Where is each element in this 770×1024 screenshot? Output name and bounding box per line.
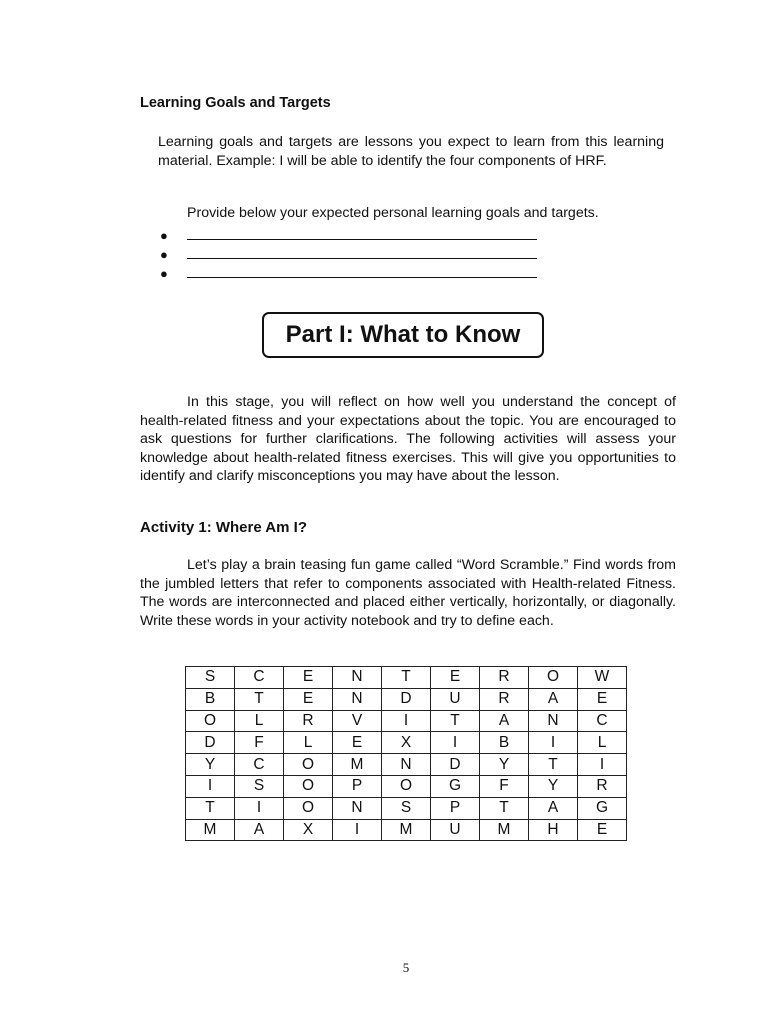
grid-row [186,797,627,819]
grid-cell: N [529,710,578,732]
activity-instructions: Let’s play a brain teasing fun game called “Word Scramble.” Find words from the jumbled letters that refer to components associated with Health-related Fitness. The words are interconnected and placed either vertically, horizontally, or diagonally. Write these words in your activity notebook and try to define each. [140,557,676,629]
grid-cell: T [186,797,235,819]
grid-cell: A [480,710,529,732]
grid-cell: X [382,732,431,754]
grid-cell: H [529,819,578,841]
grid-cell: Y [186,754,235,776]
grid-cell: E [578,819,627,841]
grid-cell: G [431,775,480,797]
grid-cell: U [431,688,480,710]
grid-cell: I [431,732,480,754]
grid-cell: P [431,797,480,819]
grid-cell: T [480,797,529,819]
goal-blank-item [160,226,550,245]
grid-cell: F [235,732,284,754]
part-intro-paragraph: In this stage, you will reflect on how well you understand the concept of health-related fitness and your expectations about the topic. You are encouraged to ask questions for further clarifications. The following activities will assess your knowledge about health-related fitness exercises. This will give you opportunities to identify and clarify misconceptions you may have about the lesson. [140,394,676,485]
grid-cell: E [333,732,382,754]
grid-cell: I [382,710,431,732]
grid-cell: B [186,688,235,710]
grid-cell: S [186,667,235,689]
activity-title: Activity 1: Where Am I? [140,519,307,536]
grid-row [186,732,627,754]
blank-line [187,258,537,259]
grid-cell: B [480,732,529,754]
grid-cell: O [284,797,333,819]
grid-cell: X [284,819,333,841]
learning-goals-paragraph: Learning goals and targets are lessons you expect to learn from this learning material. Example: I will be able to identify the four components of HRF. [158,134,664,169]
grid-cell: T [529,754,578,776]
part-heading-box: Part I: What to Know [262,312,544,358]
grid-cell: T [235,688,284,710]
grid-cell: M [480,819,529,841]
grid-cell: E [284,688,333,710]
grid-cell: O [186,710,235,732]
grid-cell: N [333,688,382,710]
grid-cell: F [480,775,529,797]
grid-cell: C [235,754,284,776]
grid-cell: A [529,688,578,710]
learning-goals-title: Learning Goals and Targets [140,95,331,111]
grid-row [186,688,627,710]
page-number: 5 [402,960,410,975]
grid-cell: A [529,797,578,819]
grid-cell: D [431,754,480,776]
grid-cell: N [333,667,382,689]
bullet-icon: ● [160,228,168,243]
grid-cell: V [333,710,382,732]
grid-cell: C [235,667,284,689]
grid-cell: M [382,819,431,841]
grid-row [186,819,627,841]
word-scramble-grid [185,666,627,841]
grid-cell: I [578,754,627,776]
grid-cell: A [235,819,284,841]
grid-cell: L [578,732,627,754]
grid-cell: N [382,754,431,776]
grid-row [186,667,627,689]
grid-row [186,775,627,797]
grid-row [186,754,627,776]
grid-cell: P [333,775,382,797]
grid-cell: I [186,775,235,797]
grid-cell: O [529,667,578,689]
bullet-icon: ● [160,247,168,262]
grid-cell: E [431,667,480,689]
grid-cell: O [284,754,333,776]
grid-cell: T [382,667,431,689]
blank-line [187,277,537,278]
grid-cell: S [382,797,431,819]
grid-cell: E [578,688,627,710]
grid-cell: I [529,732,578,754]
grid-cell: Y [480,754,529,776]
grid-cell: O [284,775,333,797]
grid-cell: M [186,819,235,841]
blank-line [187,239,537,240]
grid-cell: I [333,819,382,841]
goal-blank-item [160,245,550,264]
grid-cell: I [235,797,284,819]
grid-cell: D [186,732,235,754]
grid-cell: C [578,710,627,732]
grid-cell: N [333,797,382,819]
grid-row [186,710,627,732]
grid-cell: S [235,775,284,797]
grid-cell: E [284,667,333,689]
grid-cell: T [431,710,480,732]
grid-cell: D [382,688,431,710]
goals-instruction: Provide below your expected personal learning goals and targets. [187,205,599,221]
grid-cell: Y [529,775,578,797]
grid-cell: G [578,797,627,819]
grid-cell: R [480,688,529,710]
grid-cell: M [333,754,382,776]
grid-cell: L [235,710,284,732]
grid-cell: L [284,732,333,754]
goal-blank-item [160,264,550,283]
grid-cell: R [284,710,333,732]
grid-cell: R [480,667,529,689]
grid-cell: U [431,819,480,841]
grid-cell: O [382,775,431,797]
goals-blank-list [160,226,550,283]
grid-cell: W [578,667,627,689]
grid-cell: R [578,775,627,797]
bullet-icon: ● [160,266,168,281]
